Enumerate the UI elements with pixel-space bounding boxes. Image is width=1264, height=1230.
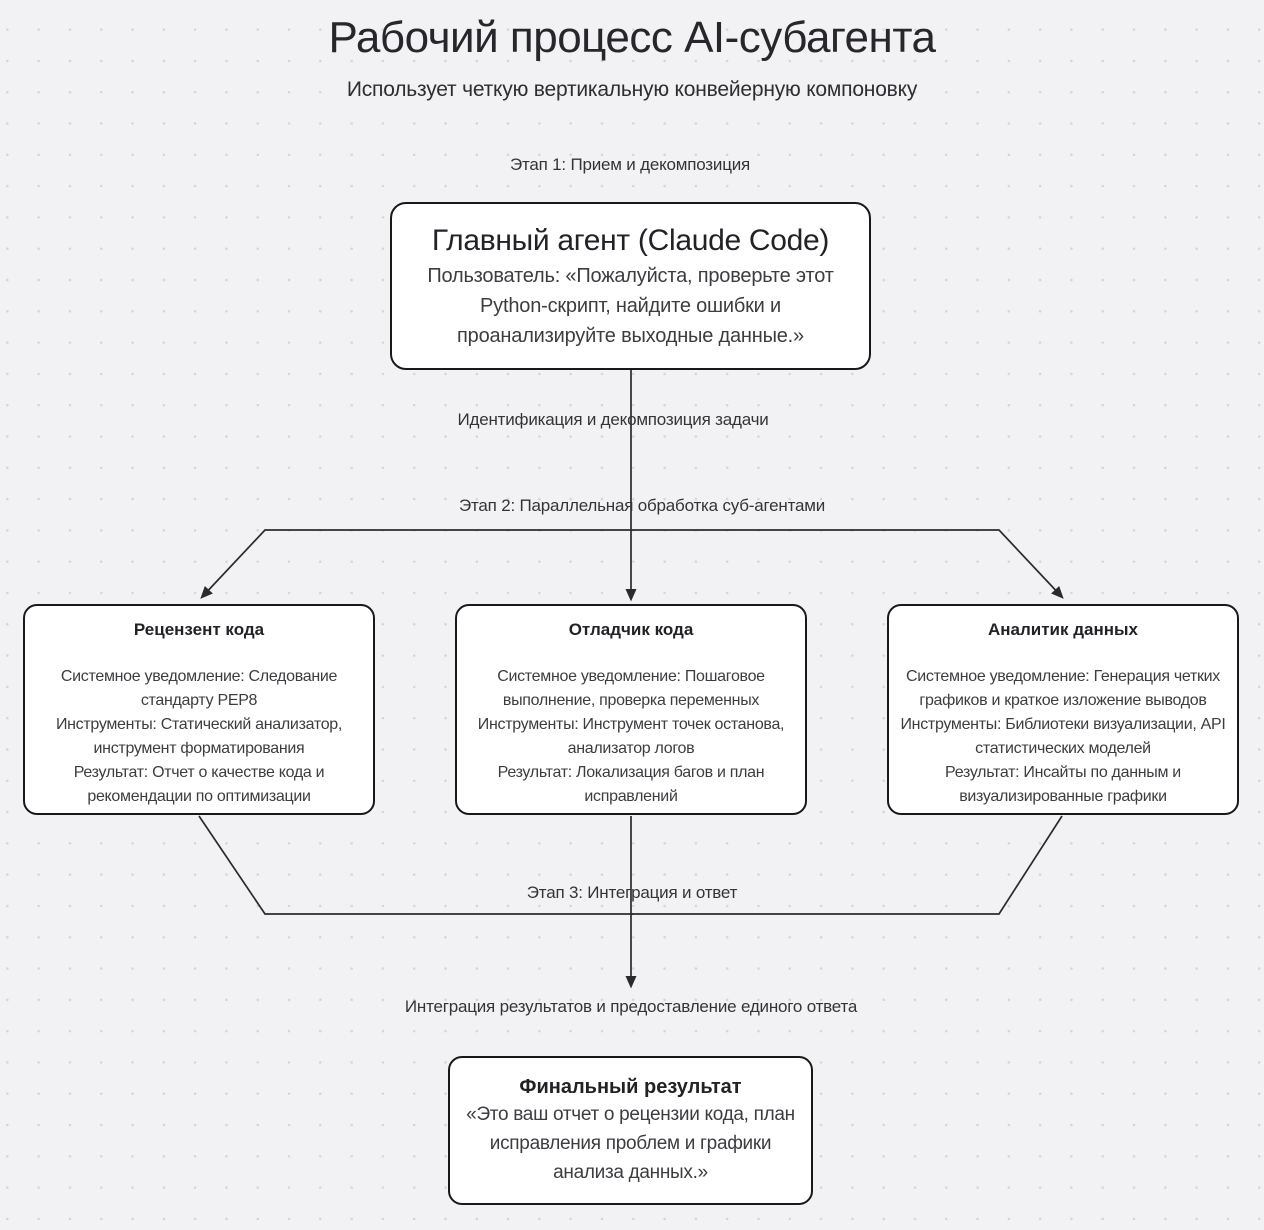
page-subtitle: Использует четкую вертикальную конвейерную компоновку xyxy=(346,78,918,101)
main-agent-title: Главный агент (Claude Code) xyxy=(431,224,830,257)
code-reviewer-line-prompt: Системное уведомление: Следование стандарту PEP8 xyxy=(60,668,338,709)
node-data-analyst xyxy=(887,604,1239,815)
final-result-body: «Это ваш отчет о рецензии кода, план исправления проблем и графики анализа данных.» xyxy=(466,1104,795,1183)
code-reviewer-title: Рецензент кода xyxy=(133,620,265,639)
code-reviewer-line-result: Результат: Отчет о качестве кода и рекомендации по оптимизации xyxy=(73,764,325,805)
code-reviewer-body xyxy=(35,665,363,809)
data-analyst-title: Аналитик данных xyxy=(987,620,1138,639)
node-main-agent xyxy=(390,202,871,370)
node-code-debugger xyxy=(455,604,807,815)
edge-decompose-label: Идентификация и декомпозиция задачи xyxy=(457,410,769,429)
code-debugger-line-prompt: Системное уведомление: Пошаговое выполнение, проверка переменных xyxy=(497,668,765,709)
code-reviewer-line-tools: Инструменты: Статический анализатор, инструмент форматирования xyxy=(55,716,343,757)
code-debugger-line-result: Результат: Локализация багов и план исправлений xyxy=(497,764,765,805)
stage1-label: Этап 1: Прием и декомпозиция xyxy=(509,155,751,174)
stage3-label: Этап 3: Интеграция и ответ xyxy=(526,883,738,902)
edge-integrate-label: Интеграция результатов и предоставление единого ответа xyxy=(404,997,858,1016)
node-final-result xyxy=(448,1056,813,1205)
data-analyst-body xyxy=(899,665,1227,809)
code-debugger-title: Отладчик кода xyxy=(568,620,694,639)
code-debugger-line-tools: Инструменты: Инструмент точек останова, анализатор логов xyxy=(477,716,785,757)
data-analyst-line-tools: Инструменты: Библиотеки визуализации, API статистических моделей xyxy=(900,716,1226,757)
page-title: Рабочий процесс AI-субагента xyxy=(328,13,936,62)
node-code-reviewer xyxy=(23,604,375,815)
data-analyst-line-prompt: Системное уведомление: Генерация четких графиков и краткое изложение выводов xyxy=(905,668,1221,709)
stage2-label: Этап 2: Параллельная обработка суб-агентами xyxy=(459,496,825,515)
code-debugger-body xyxy=(467,665,795,809)
main-agent-body: Пользователь: «Пожалуйста, проверьте этот Python-скрипт, найдите ошибки и проанализируйте выходные данные.» xyxy=(427,265,834,347)
edge-main-to-reviewer xyxy=(202,530,631,597)
edge-main-to-analyst xyxy=(631,530,1062,597)
final-result-title: Финальный результат xyxy=(519,1076,742,1098)
data-analyst-line-result: Результат: Инсайты по данным и визуализированные графики xyxy=(945,764,1181,805)
